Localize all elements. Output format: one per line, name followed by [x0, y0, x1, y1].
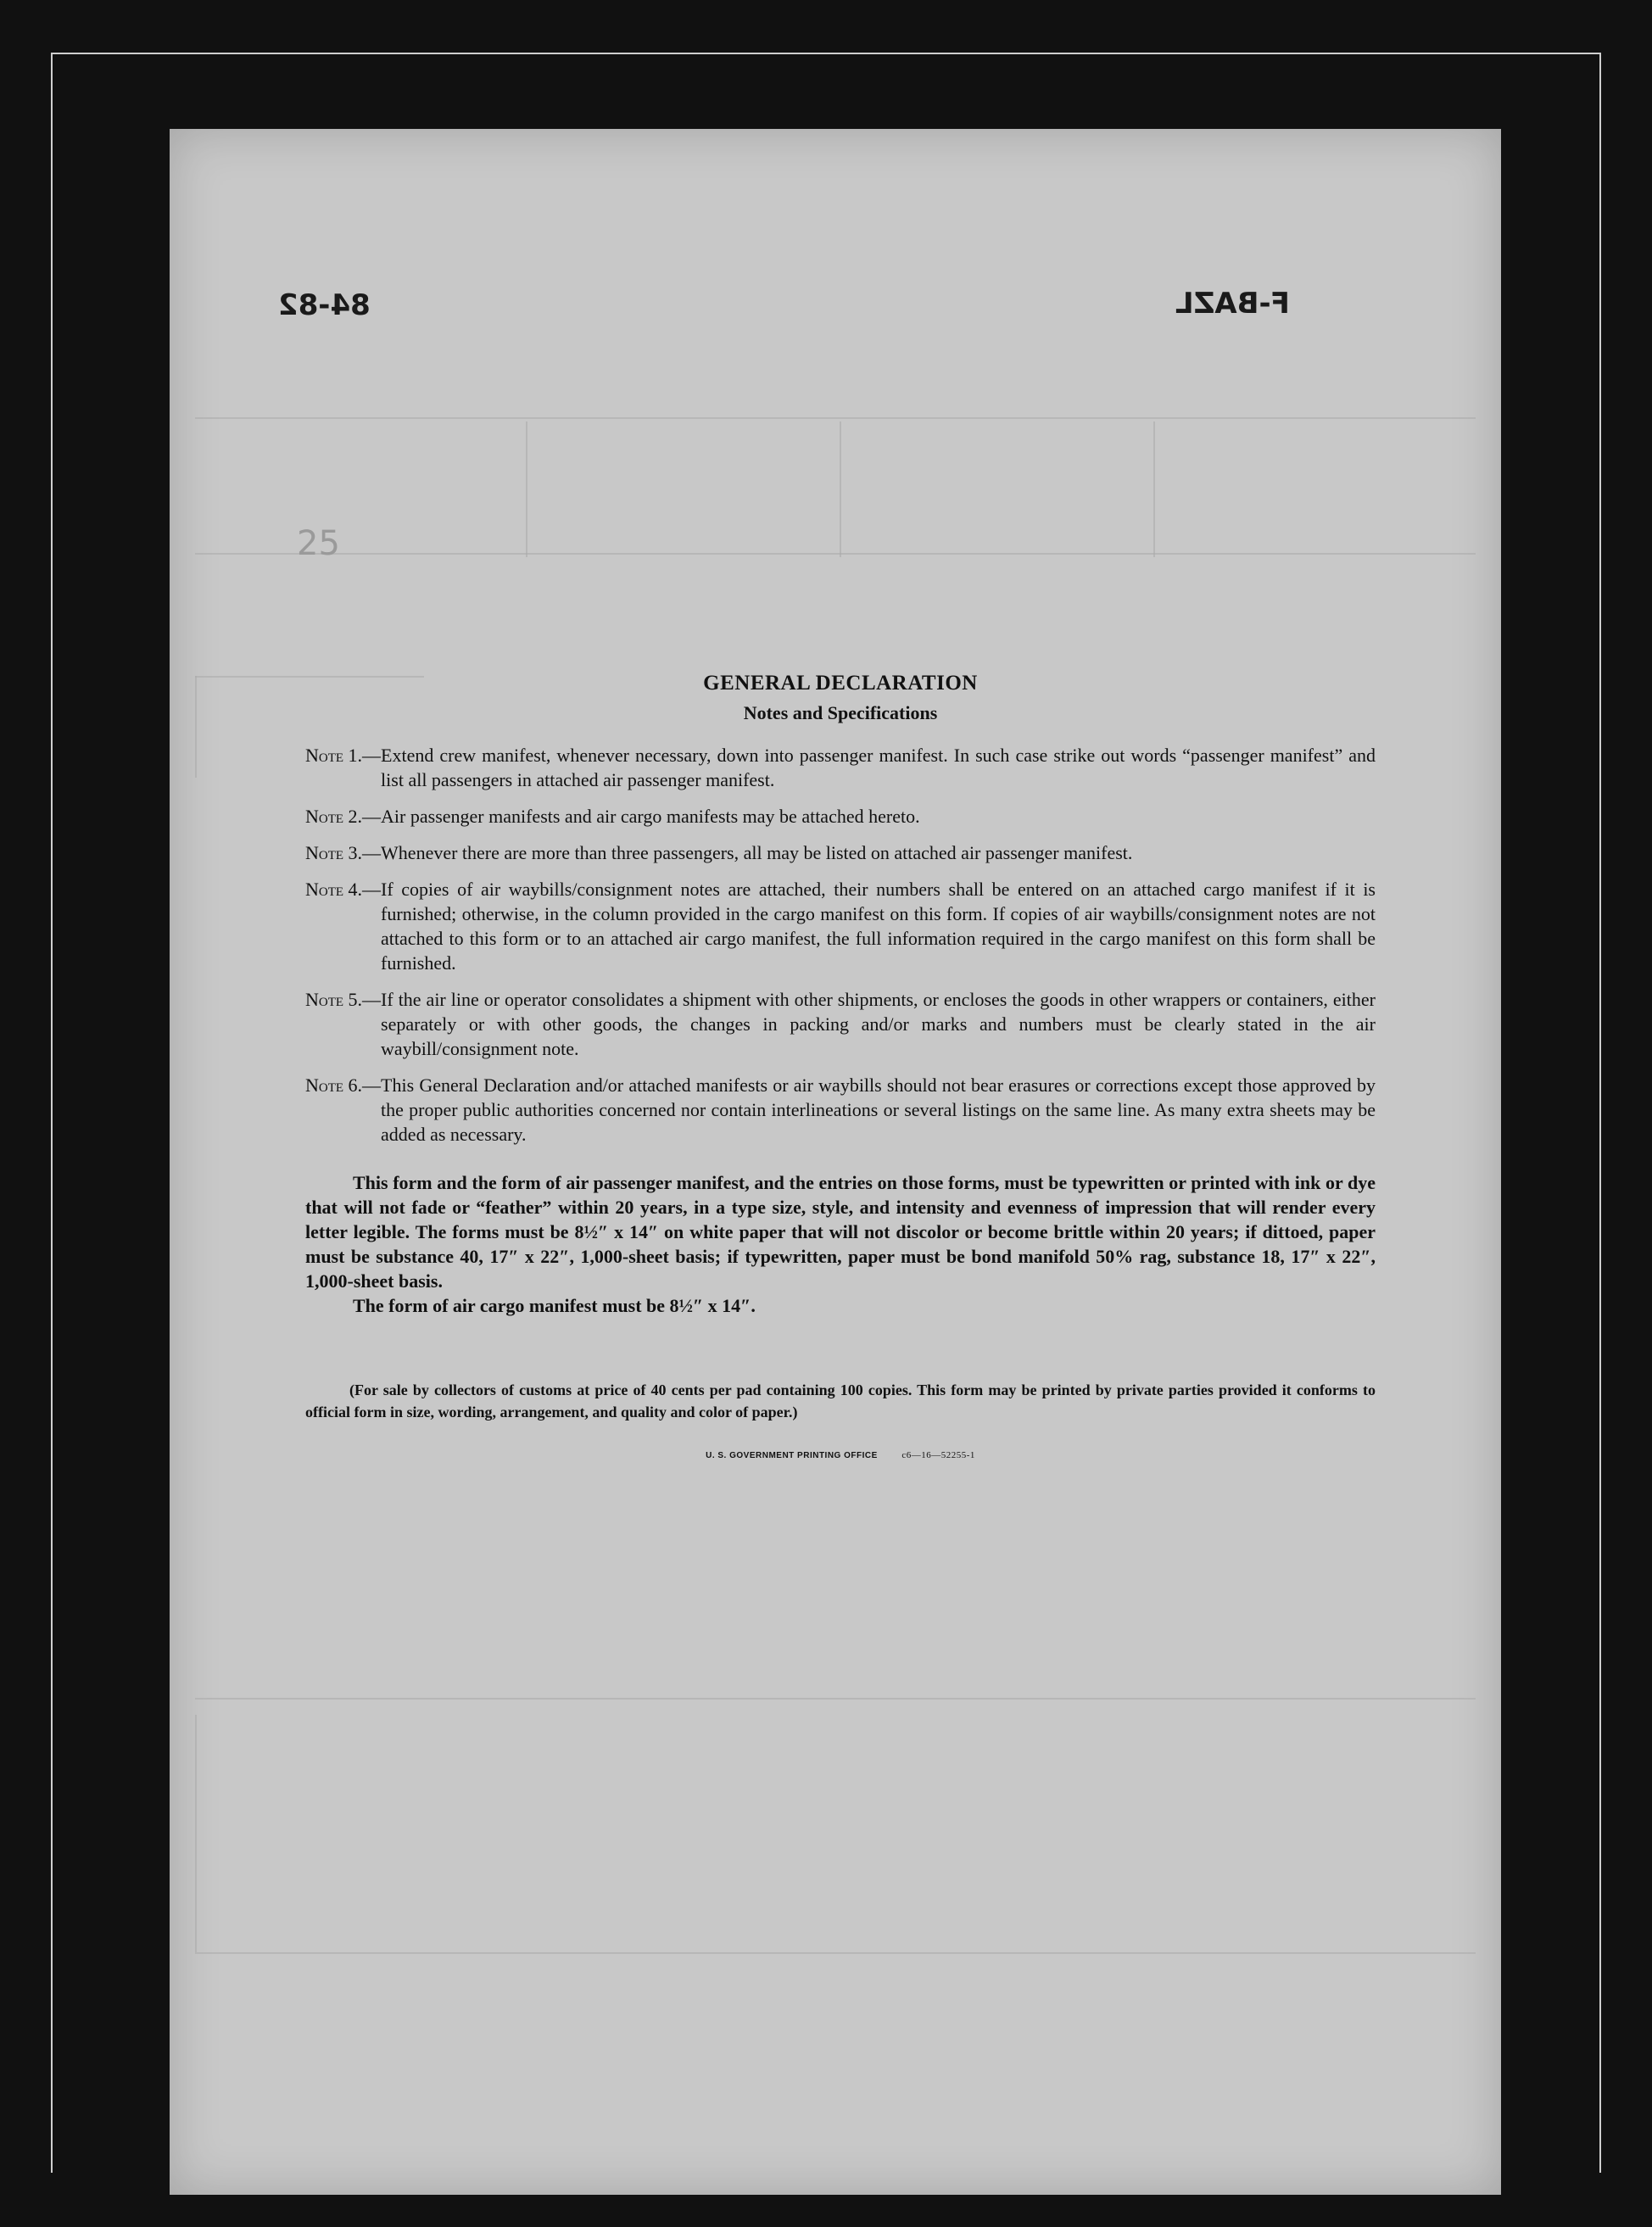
bleed-through-rule	[195, 1715, 197, 1952]
bleed-through-rule	[1153, 421, 1155, 557]
note-label: Note 4.	[305, 879, 363, 900]
scan-frame-right	[1599, 53, 1601, 2173]
bleed-through-rule	[195, 676, 197, 778]
note-4: Note 4. — If copies of air waybills/consignment notes are attached, their numbers shall be entered on an attached cargo manifest if it is furnished; otherwise, in the column provided in the cargo manifest on this form. If copies of air waybills/consignment notes are not attached to this form or to an attached air cargo manifest, the full information required in the cargo manifest on this form shall be furnished.	[305, 879, 1376, 974]
printing-office-imprint	[305, 1450, 1376, 1460]
page-subtitle: Notes and Specifications	[743, 702, 938, 723]
bleed-through-rule	[195, 1698, 1476, 1700]
note-text: Whenever there are more than three passengers, all may be listed on attached air passenger manifest.	[381, 842, 1133, 863]
note-6: Note 6. — This General Declaration and/or attached manifests or air waybills should not bear erasures or corrections except those approved by the proper public authorities concerned nor contain interlineations or several listings on the same line. As many extra sheets may be added as necessary.	[305, 1074, 1376, 1145]
note-text: If copies of air waybills/consignment notes are attached, their numbers shall be entered on an attached cargo manifest if it is furnished; otherwise, in the column provided in the cargo manifest on this form. If copies of air waybills/consignment notes are not attached to this form or to an attached air cargo manifest, the full information required in the cargo manifest on this form shall be furnished.	[381, 879, 1376, 974]
scan-frame-left	[51, 53, 53, 2173]
bleed-through-rule	[526, 421, 527, 557]
form-specification-paragraph: This form and the form of air passenger manifest, and the entries on those forms, must be typewritten or printed with ink or dye that will not fade or “feather” within 20 years, in a type size, style, and intensity and evenness of impression that will render every letter legible. The forms must be 8½″ x 14″ on white paper that will not discolor or become brittle within 20 years; if dittoed, paper must be substance 40, 17″ x 22″, 1,000-sheet basis; if typewritten, paper must be bond manifold 50% rag, substance 18, 17″ x 22″, 1,000-sheet basis.	[305, 1172, 1376, 1292]
note-label: Note 6.	[305, 1074, 363, 1096]
note-1: Note 1. — Extend crew manifest, whenever necessary, down into passenger manifest. In such case strike out words “passenger manifest” and list all passengers in attached air passenger manifest.	[305, 745, 1376, 790]
note-label: Note 1.	[305, 745, 363, 766]
bleed-through-rule	[195, 1952, 1476, 1954]
handwritten-number-top-left: 84-82	[278, 288, 371, 322]
bleed-through-rule	[195, 417, 1476, 419]
notes-and-specifications	[305, 672, 1376, 1460]
note-label: Note 3.	[305, 842, 363, 863]
document-page	[170, 129, 1501, 2195]
note-2: Note 2. — Air passenger manifests and air cargo manifests may be attached hereto.	[305, 804, 1376, 829]
scan-frame-top	[51, 53, 1601, 54]
note-3: Note 3. — Whenever there are more than three passengers, all may be listed on attached air passenger manifest.	[305, 840, 1376, 865]
imprint-code: c6—16—52255-1	[901, 1450, 975, 1460]
note-label: Note 5.	[305, 989, 363, 1010]
bleed-through-rule	[195, 553, 1476, 555]
handwritten-page-number: 25	[297, 524, 340, 563]
handwritten-registration-top-right: F-BAZL	[1175, 287, 1290, 321]
bleed-through-rule	[840, 421, 841, 557]
note-text: This General Declaration and/or attached manifests or air waybills should not bear erasures or corrections except those approved by the proper public authorities concerned nor contain interlineations or several listings on the same line. As many extra sheets may be added as necessary.	[381, 1074, 1376, 1145]
imprint-text: U. S. GOVERNMENT PRINTING OFFICE	[706, 1451, 878, 1460]
note-label: Note 2.	[305, 806, 363, 827]
page-title: GENERAL DECLARATION	[703, 672, 978, 695]
cargo-manifest-size-note: The form of air cargo manifest must be 8½″ x 14″.	[353, 1295, 756, 1316]
note-text: Extend crew manifest, whenever necessary, down into passenger manifest. In such case strike out words “passenger manifest” and list all passengers in attached air passenger manifest.	[381, 745, 1376, 790]
note-text: If the air line or operator consolidates a shipment with other shipments, or encloses the goods in other wrappers or containers, either separately or with other goods, the changes in packing and/or marks and numbers must be clearly stated in the air waybill/consignment note.	[381, 989, 1376, 1059]
sale-note: (For sale by collectors of customs at price of 40 cents per pad containing 100 copies. This form may be printed by private parties provided it conforms to official form in size, wording, arrangement, and quality and color of paper.)	[305, 1381, 1376, 1420]
note-text: Air passenger manifests and air cargo manifests may be attached hereto.	[381, 806, 920, 827]
note-5: Note 5. — If the air line or operator consolidates a shipment with other shipments, or encloses the goods in other wrappers or containers, either separately or with other goods, the changes in packing and/or marks and numbers must be clearly stated in the air waybill/consignment note.	[305, 989, 1376, 1059]
